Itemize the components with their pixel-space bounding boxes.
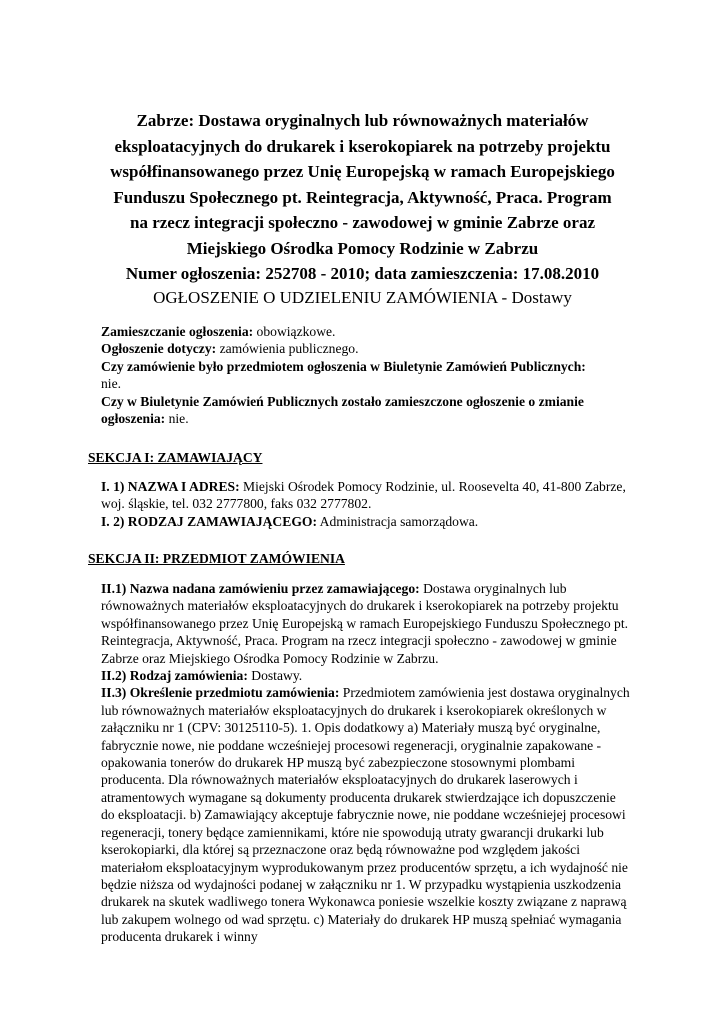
section-2-body xyxy=(101,580,631,946)
contract-subject-label: II.3) Określenie przedmiotu zamówienia: xyxy=(101,685,340,701)
change-question: Czy w Biuletynie Zamówień Publicznych zostało zamieszczone ogłoszenie o zmianie ogłoszenia: xyxy=(101,393,584,427)
publication-meta xyxy=(101,323,631,427)
bulletin-row xyxy=(101,358,631,393)
change-answer: nie. xyxy=(168,411,189,427)
publication-value: obowiązkowe. xyxy=(256,324,336,339)
authority-type-value: Administracja samorządowa. xyxy=(319,513,479,529)
publication-label: Zamieszczanie ogłoszenia: xyxy=(101,324,254,339)
contract-name-label: II.1) Nazwa nadana zamówieniu przez zamawiającego: xyxy=(101,581,420,596)
notice-title-text: Zabrze: Dostawa oryginalnych lub równoważnych materiałów eksploatacyjnych do drukarek i kserokopiarek na potrzeby projektu współfinansowanego przez Unię Europejską w ramach Europejskiego Funduszu Społecznego pt. Reintegracja, Aktywność, Praca. Program na rzecz integracji społeczno - zawodowej w gminie Zabrze oraz Miejskiego Ośrodka Pomocy Rodzinie w Zabrzu xyxy=(110,111,615,258)
contracting-authority-label: I. 1) NAZWA I ADRES: xyxy=(101,479,240,494)
contract-subject-row xyxy=(101,684,631,945)
contract-name-row xyxy=(101,580,631,667)
notice-type: OGŁOSZENIE O UDZIELENIU ZAMÓWIENIA - Dostawy xyxy=(153,288,572,307)
section-1-body xyxy=(101,478,631,530)
bulletin-question: Czy zamówienie było przedmiotem ogłoszenia w Biuletynie Zamówień Publicznych: xyxy=(101,358,586,374)
bulletin-answer: nie. xyxy=(101,376,122,392)
section-2-heading: SEKCJA II: PRZEDMIOT ZAMÓWIENIA xyxy=(88,551,345,566)
change-row xyxy=(101,393,631,428)
section-1-heading: SEKCJA I: ZAMAWIAJĄCY xyxy=(88,450,263,465)
contract-kind-label: II.2) Rodzaj zamówienia: xyxy=(101,668,248,684)
concerns-value: zamówienia publicznego. xyxy=(219,341,359,357)
authority-type-row xyxy=(101,513,631,530)
contracting-authority-row xyxy=(101,478,631,513)
concerns-row xyxy=(101,340,631,357)
contracting-authority-value: Miejski Ośrodek Pomocy Rodzinie, ul. Roosevelta 40, 41-800 Zabrze, woj. śląskie, tel. 032 2777800, faks 032 2777802. xyxy=(101,479,626,512)
concerns-label: Ogłoszenie dotyczy: xyxy=(101,341,217,357)
publication-row xyxy=(101,323,631,340)
authority-type-label: I. 2) RODZAJ ZAMAWIAJĄCEGO: xyxy=(101,513,317,529)
contract-subject-value: Przedmiotem zamówienia jest dostawa oryginalnych lub równoważnych materiałów eksploatacyjnych do drukarek i kserokopiarek określonych w załączniku nr 1 (CPV: 30125110-5). 1. Opis dodatkowy a) Materiały muszą być oryginalne, fabrycznie nowe, nie poddane wcześniejej procesowi regeneracji, oryginalnie zapakowane - opakowania tonerów do drukarek HP muszą być zabezpieczone stosownymi plombami producenta. Dla równoważnych materiałów eksploatacyjnych do drukarek laserowych i atramentowych wymagane są dokumenty producenta drukarek stwierdzające ich dopuszczenie do eksploatacji. b) Zamawiający akceptuje fabrycznie nowe, nie poddane wcześniejej procesowi regeneracji, tonery będące zamiennikami, które nie spowodują utraty gwarancji drukarki lub kserokopiarki, dla której są przeznaczone oraz będą równoważne pod względem jakości materiałom eksploatacyjnym wyprodukowanym przez producentów sprzętu, a ich wydajność nie będzie niższa od wydajności podanej w załączniku nr 1. W przypadku wystąpienia uszkodzenia drukarek na skutek wadliwego tonera Wykonawca poniesie wszelkie koszty związane z naprawą lub zakupem wolnego od wad sprzętu. c) Materiały do drukarek HP muszą spełniać wymagania producenta drukarek i winny xyxy=(101,685,630,945)
contract-kind-row xyxy=(101,667,631,684)
notice-title xyxy=(110,108,615,287)
contract-name-value: Dostawa oryginalnych lub równoważnych materiałów eksploatacyjnych do drukarek i kserokopiarek na potrzeby projektu współfinansowanego przez Unię Europejską w ramach Europejskiego Funduszu Społecznego pt. Reintegracja, Aktywność, Praca. Program na rzecz integracji społeczno - zawodowej w gminie Zabrze oraz Miejskiego Ośrodka Pomocy Rodzinie w Zabrzu. xyxy=(101,581,628,666)
notice-number: Numer ogłoszenia: 252708 - 2010; data zamieszczenia: 17.08.2010 xyxy=(125,264,600,283)
contract-kind-value: Dostawy. xyxy=(251,668,303,684)
